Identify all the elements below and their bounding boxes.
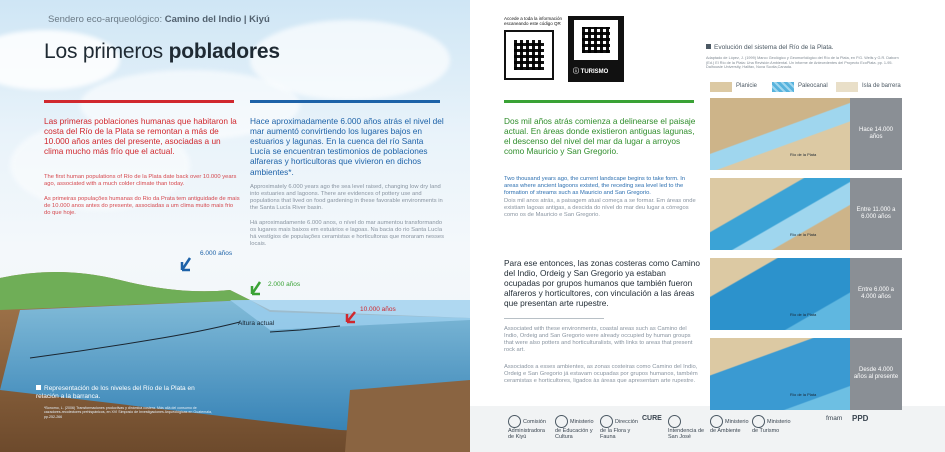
logo-cure: CURE [642,415,662,422]
blue-text-pt: Há aproximadamente 6.000 anos, o nível do mar aumentou transformando os lugares mais baixos em estuários e lagoas. Na bacia do rio Santa Lucía há vestígios de populações ceramistas e horticultoras que moraram nesses locais. [250,220,444,248]
legend-swatch-planicie [710,82,732,92]
legend-swatch-paleocanal [772,82,794,92]
map-11000-6000: Río de la Plata [710,178,850,250]
period-11000-6000: Entre 11.000 a 6.000 años [850,178,902,250]
period-14000: Hace 14.000 años [850,98,902,170]
divider [504,318,604,319]
qr-code-info[interactable] [504,30,554,80]
footnote: *Bonomo, L. (2006) Transformaciones productivas y dinámica costera. Más allá del consumo de cazadores-recolectores prehispánicos, en XVI Simposio de Investigaciones Arqueológicas en Guatemala, pp.252-266 [44,406,213,419]
turismo-label: ⓘ TURISMO [573,69,609,75]
blue-bar [250,100,440,103]
logo-ppd: PPD [852,414,869,423]
logo-fmam: fmam [826,415,843,422]
seal-icon [710,415,723,428]
turismo-qr-card[interactable] [568,16,624,82]
logo-kiyu: Comisión Administradora de Kiyú [508,415,552,440]
period-4000-present: Desde 4.000 años al presente [850,338,902,410]
page-title: Los primeros pobladores [44,40,280,63]
seal-icon [508,415,521,428]
map-legend [710,80,902,94]
green-text-pt: Dois mil anos atrás, a paisagem atual começa a se formar. Em áreas onde existiam lagoas antigas, a descida do nível do mar deu lugar a córregos como os de Mauricio e San Gregorio. [504,198,696,219]
label-6000: 6.000 años [200,250,233,257]
seal-icon [752,415,765,428]
map-4000-present: Río de la Plata [710,338,850,410]
map-6000-4000: Río de la Plata [710,258,850,330]
label-2000: 2.000 años [268,281,301,288]
red-bar [44,100,234,103]
qr-caption: Accede a toda la información escaneando este código QR [504,16,563,27]
bullet-square-icon [706,44,711,49]
red-text-pt: As primeiras populações humanas do Rio da Prata tem antiguidade de mais de 10.000 anos antes do presente, associadas a um clima muito mais frio do que hoje. [44,196,240,217]
logo-san-jose: Intendencia de San José [668,415,708,440]
period-6000-4000: Entre 6.000 a 4.000 años [850,258,902,330]
logo-turismo: Ministerio de Turismo [752,415,792,434]
legend-swatch-isla [836,82,858,92]
seal-icon [668,415,681,428]
red-text-en: The first human populations of Río de la Plata date back over 10.000 years ago, associated with a much colder climate than today. [44,174,237,188]
evolution-title: Evolución del sistema del Río de la Plata. [706,44,906,52]
trail-name: Sendero eco-arqueológico: Camino del Indio | Kiyú [48,14,270,25]
legend-paleocanal: Paleocanal [798,83,828,89]
blue-text-es: Hace aproximadamente 6.000 años atrás el nivel del mar aumentó convirtiendo los lugares bajos en estuarios y lagunas. En la cuenca del río Santa Lucía se encuentran testimonios de poblaciones alfareras y horticultoras que vivieron en dichos ambientes*. [250,116,444,177]
dark-text-pt: Associados a esses ambientes, as zonas costeiras como Camino del Indio, Ordeig e San Gregorio já estavam ocupadas por grupos humanos, também ceramistas e horticultores, ligados às áreas que apresentam arte rupestre. [504,364,698,385]
red-text-es: Las primeras poblaciones humanas que habitaron la costa del Río de la Plata se remontan a más de 10.000 años antes del presente, asociadas a un clima mucho más frío que el actual. [44,116,237,157]
green-text-es: Dos mil años atrás comienza a delinearse el paisaje actual. En áreas donde existieron antiguas lagunas, el descenso del nivel del mar da lugar a arroyos como Mauricio y San Gregorio. [504,116,696,157]
map-14000: Río de la Plata [710,98,850,170]
logo-mec: Ministerio de Educación y Cultura [555,415,599,440]
logo-flora-fauna: Dirección de la Flora y Fauna [600,415,640,440]
green-text-en: Two thousand years ago, the current landscape begins to take form. In areas where ancient lagoons existed, the receding sea level led to the formation of streams such as Mauricio and San Gregorio. [504,176,686,197]
evolution-source: Adaptado de López, J. (1999) Marco Geológico y Geomorfológico del Río de la Plata, en P.G. Wells y G.R. Daborn (Ed.) El Río de la Plata: Una Revisión Ambiental. Un informe de Antecedentes del Proyecto EcoPlata. pp. 1-95. Dalhousie University, Halifax, Nova Scotia,Canada. [706,56,899,70]
seal-icon [555,415,568,428]
label-altura-actual: Altura actual [238,320,275,327]
left-panel [0,0,470,452]
legend-planicie: Planicie [736,83,758,89]
bullet-square-icon [36,385,41,390]
cliff-illustration [0,240,470,452]
logo-ambiente: Ministerio de Ambiente [710,415,750,434]
dark-text-en: Associated with these environments, coastal areas such as Camino del Indio, Ordeig and San Gregorio were already occupied by human groups that were also potters and horticulturalists, with links to areas that present rock art. [504,326,693,354]
illustration-caption: Representación de los niveles del Río de la Plata en relación a la barranca. [36,385,195,400]
legend-isla-de-barrera: Isla de barrera [862,83,901,89]
dark-text-es: Para ese entonces, las zonas costeras como Camino del Indio, Ordeig y San Gregorio ya estaban ocupadas por grupos humanos que también fueron alfareros y horticultores, con vinculación a las áreas que presentan arte rupestre. [504,258,700,309]
seal-icon [600,415,613,428]
green-bar [504,100,694,103]
label-10000: 10.000 años [360,306,396,313]
blue-text-en: Approximately 6.000 years ago the sea level raised, changing low dry land into estuaries and lagoons. There are evidences of pottery use and populations that lived on food gardening in these favorable environments in the Santa Lucía River basin. [250,184,443,212]
